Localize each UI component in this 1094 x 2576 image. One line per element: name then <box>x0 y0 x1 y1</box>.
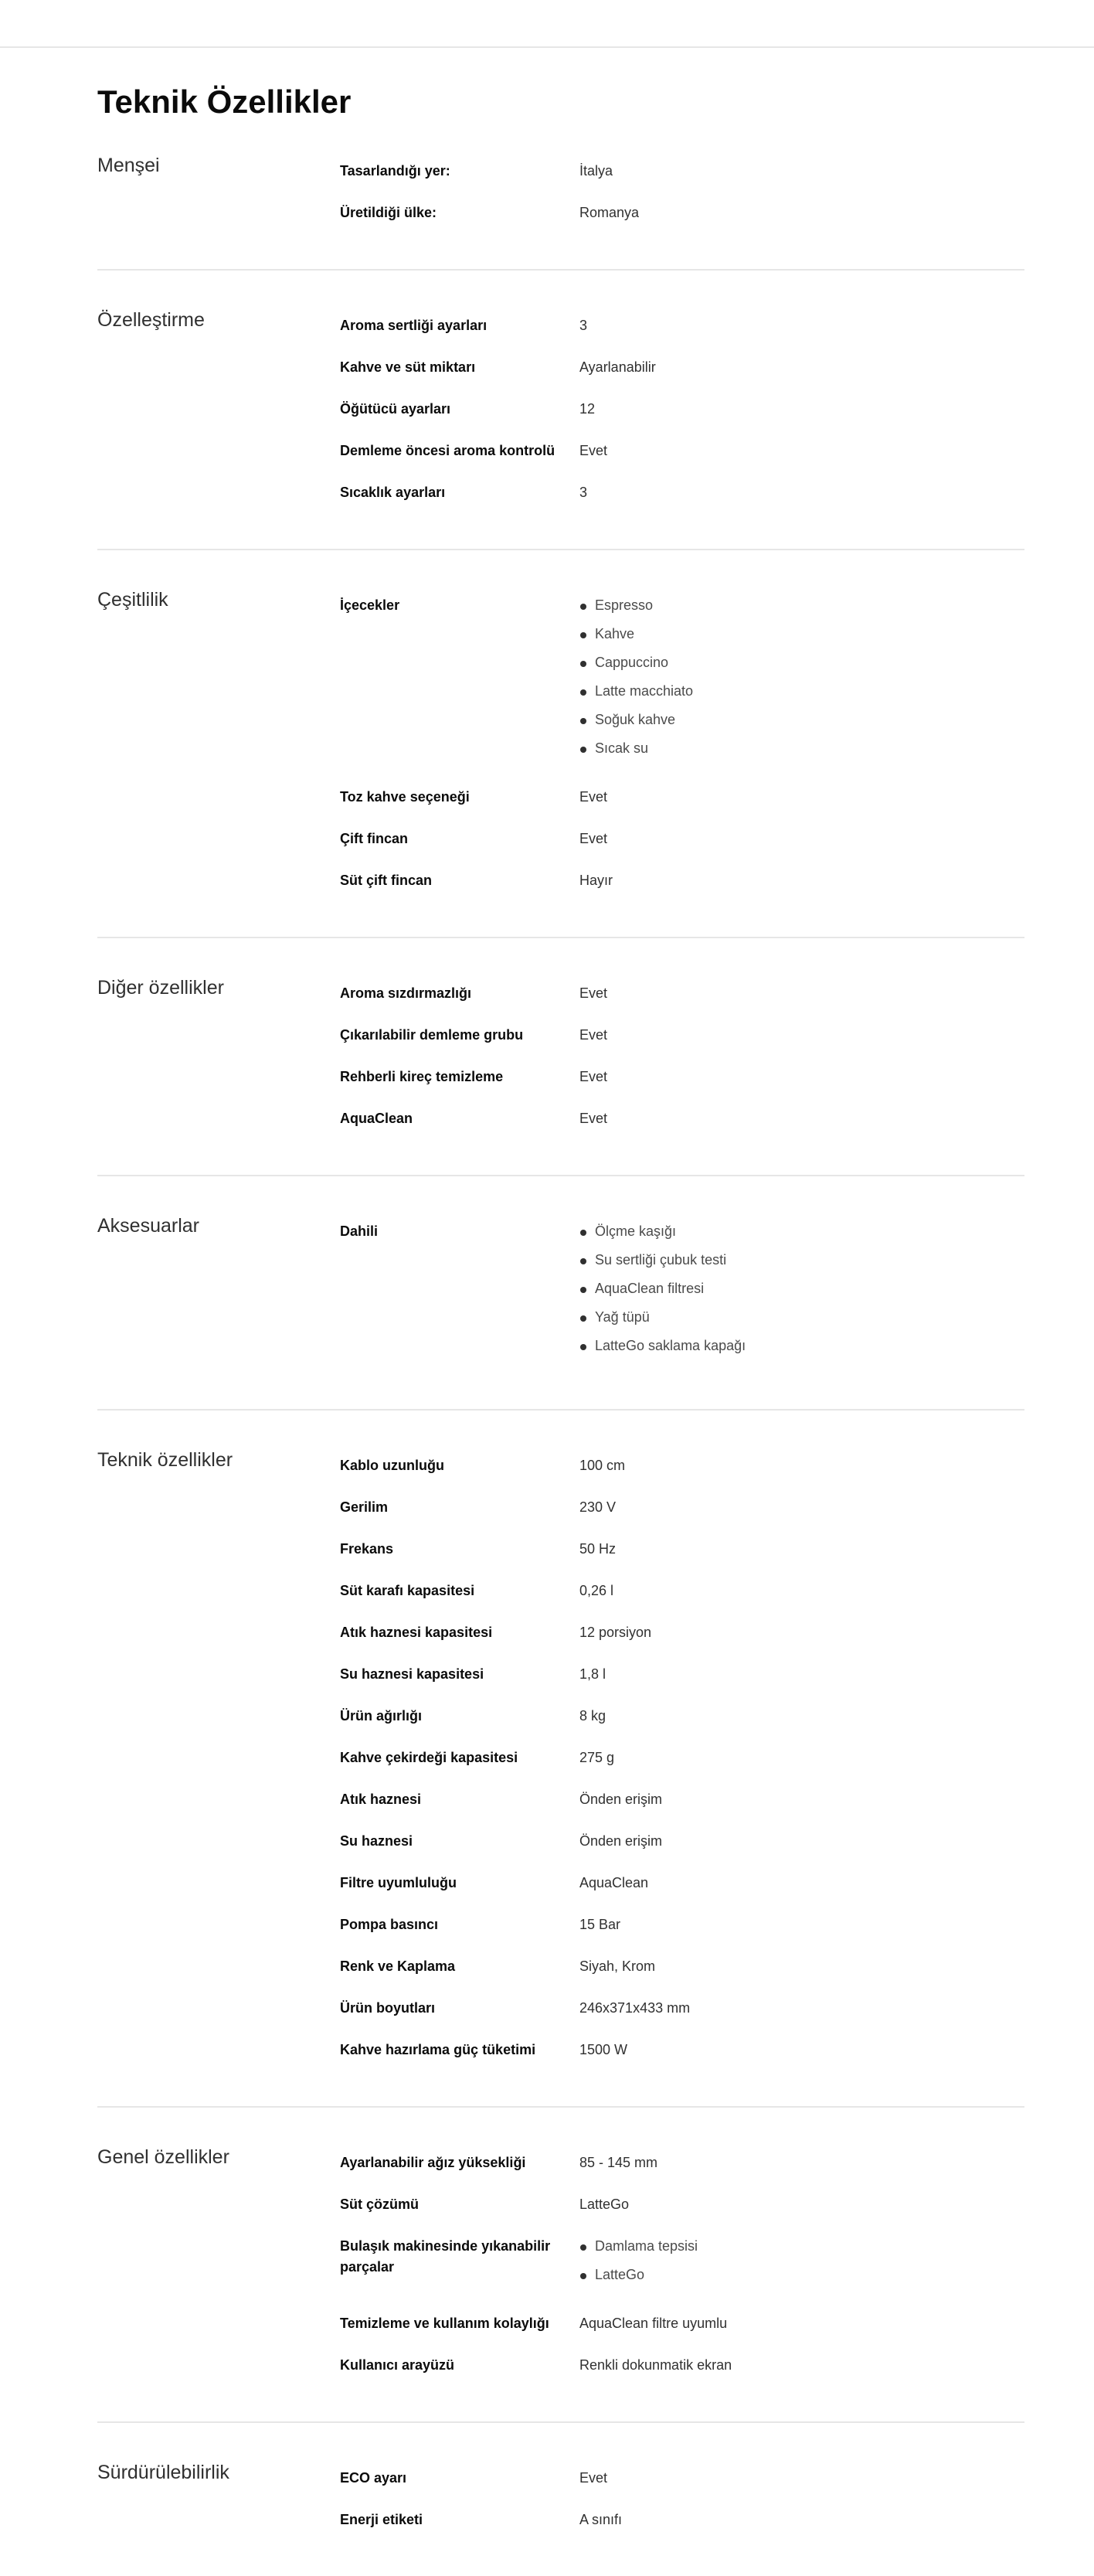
spec-value: AquaClean filtre uyumlu <box>579 2316 728 2331</box>
top-bar <box>0 0 1094 48</box>
section-heading: Sürdürülebilirlik <box>97 2462 229 2483</box>
spec-section <box>97 587 1024 938</box>
spec-row <box>340 434 1024 476</box>
spec-label: Aroma sertliği ayarları <box>340 318 488 333</box>
spec-value: LatteGo <box>579 2197 630 2212</box>
spec-row <box>340 1019 1024 1060</box>
spec-row <box>340 1060 1024 1102</box>
spec-label: Filtre uyumluluğu <box>340 1875 457 1890</box>
spec-label: Gerilim <box>340 1499 389 1515</box>
spec-row <box>340 1658 1024 1700</box>
spec-value: 15 Bar <box>579 1917 621 1932</box>
spec-row <box>340 1866 1024 1908</box>
spec-label: Sıcaklık ayarları <box>340 485 446 500</box>
section-heading: Menşei <box>97 155 160 176</box>
spec-label: Çıkarılabilir demleme grubu <box>340 1027 524 1043</box>
spec-label: Ayarlanabilir ağız yüksekliği <box>340 2155 526 2170</box>
spec-label: Atık haznesi kapasitesi <box>340 1625 493 1640</box>
spec-label: Ürün boyutları <box>340 2000 436 2016</box>
spec-value: AquaClean <box>579 1875 649 1890</box>
spec-row <box>340 1449 1024 1491</box>
list-item: Yağ tüpü <box>579 1303 1024 1332</box>
spec-value: 50 Hz <box>579 1541 617 1557</box>
spec-row <box>340 2033 1024 2075</box>
spec-label: Kablo uzunluğu <box>340 1458 444 1473</box>
spec-value: 3 <box>579 485 588 500</box>
spec-label: Su haznesi <box>340 1833 413 1849</box>
spec-label: Su haznesi kapasitesi <box>340 1666 484 1682</box>
spec-label: Aroma sızdırmazlığı <box>340 985 472 1001</box>
spec-row <box>340 196 1024 238</box>
spec-label: AquaClean <box>340 1111 413 1126</box>
spec-section <box>97 2460 1024 2576</box>
spec-row <box>340 1741 1024 1783</box>
spec-value-list <box>579 1221 1024 1364</box>
section-heading: Özelleştirme <box>97 309 205 331</box>
spec-value: 0,26 l <box>579 1583 614 1598</box>
list-item: Kahve <box>579 620 1024 648</box>
spec-row <box>340 393 1024 434</box>
spec-row <box>340 2146 1024 2188</box>
list-item: Soğuk kahve <box>579 706 1024 734</box>
spec-label: Kahve ve süt miktarı <box>340 359 476 375</box>
spec-sections <box>97 153 1024 2576</box>
spec-value: 8 kg <box>579 1708 606 1724</box>
list-item: AquaClean filtresi <box>579 1274 1024 1303</box>
list-item: Cappuccino <box>579 648 1024 677</box>
spec-label: İçecekler <box>340 597 400 613</box>
spec-row <box>340 2349 1024 2391</box>
spec-value: 275 g <box>579 1750 615 1765</box>
spec-section <box>97 1448 1024 2108</box>
spec-row <box>340 1825 1024 1866</box>
spec-value: Siyah, Krom <box>579 1958 656 1974</box>
spec-value: Hayır <box>579 873 613 888</box>
spec-section <box>97 2145 1024 2423</box>
list-item: Espresso <box>579 591 1024 620</box>
spec-rows <box>340 587 1024 906</box>
spec-label: Kahve çekirdeği kapasitesi <box>340 1750 518 1765</box>
spec-label: Süt karafı kapasitesi <box>340 1583 475 1598</box>
spec-value: Evet <box>579 831 608 846</box>
spec-row <box>340 1533 1024 1574</box>
bullet-list <box>579 591 1024 763</box>
spec-rows <box>340 308 1024 518</box>
spec-label: Frekans <box>340 1541 394 1557</box>
spec-rows <box>340 1213 1024 1378</box>
spec-label: Kahve hazırlama güç tüketimi <box>340 2042 536 2057</box>
spec-rows <box>340 2460 1024 2545</box>
spec-row <box>340 309 1024 351</box>
spec-row <box>340 2307 1024 2349</box>
spec-section <box>97 975 1024 1176</box>
spec-row <box>340 822 1024 864</box>
spec-rows <box>340 2145 1024 2391</box>
spec-value: Önden erişim <box>579 1792 663 1807</box>
spec-row <box>340 589 1024 781</box>
spec-value: 1500 W <box>579 2042 628 2057</box>
list-item: Ölçme kaşığı <box>579 1217 1024 1246</box>
section-heading: Genel özellikler <box>97 2146 229 2168</box>
page-title: Teknik Özellikler <box>97 83 352 120</box>
spec-row <box>340 2188 1024 2230</box>
spec-row <box>340 2230 1024 2307</box>
spec-value: Evet <box>579 1111 608 1126</box>
spec-label: Süt çift fincan <box>340 873 433 888</box>
section-heading: Diğer özellikler <box>97 977 224 999</box>
list-item: Damlama tepsisi <box>579 2232 1024 2261</box>
spec-label: Bulaşık makinesinde yıkanabilir parçalar <box>340 2238 551 2275</box>
list-item: LatteGo <box>579 2261 1024 2289</box>
spec-value: Renkli dokunmatik ekran <box>579 2357 732 2373</box>
spec-label: Toz kahve seçeneği <box>340 789 470 805</box>
section-heading: Teknik özellikler <box>97 1449 233 1471</box>
spec-row <box>340 1215 1024 1378</box>
spec-label: Üretildiği ülke: <box>340 205 437 220</box>
spec-value: Önden erişim <box>579 1833 663 1849</box>
spec-value: Romanya <box>579 205 640 220</box>
bullet-list <box>579 2232 1024 2289</box>
spec-label: ECO ayarı <box>340 2470 407 2486</box>
spec-row <box>340 1908 1024 1950</box>
spec-label: Rehberli kireç temizleme <box>340 1069 504 1084</box>
spec-row <box>340 351 1024 393</box>
spec-value: Ayarlanabilir <box>579 359 656 375</box>
spec-value: 3 <box>579 318 588 333</box>
spec-value: 12 porsiyon <box>579 1625 652 1640</box>
spec-label: Atık haznesi <box>340 1792 422 1807</box>
spec-value: 246x371x433 mm <box>579 2000 691 2016</box>
spec-value: 1,8 l <box>579 1666 606 1682</box>
spec-label: Renk ve Kaplama <box>340 1958 456 1974</box>
spec-row <box>340 1783 1024 1825</box>
section-heading: Çeşitlilik <box>97 589 168 611</box>
spec-row <box>340 977 1024 1019</box>
spec-value: İtalya <box>579 163 613 179</box>
spec-value: Evet <box>579 2470 608 2486</box>
list-item: Latte macchiato <box>579 677 1024 706</box>
spec-value: Evet <box>579 443 608 458</box>
spec-value: A sınıfı <box>579 2512 623 2527</box>
spec-row <box>340 1950 1024 1992</box>
spec-value: Evet <box>579 1027 608 1043</box>
spec-row <box>340 476 1024 518</box>
spec-value: Evet <box>579 789 608 805</box>
spec-row <box>340 1102 1024 1144</box>
spec-section <box>97 1213 1024 1411</box>
spec-value: 100 cm <box>579 1458 626 1473</box>
spec-value: 230 V <box>579 1499 617 1515</box>
spec-row <box>340 1700 1024 1741</box>
spec-row <box>340 155 1024 196</box>
spec-rows <box>340 153 1024 238</box>
spec-label: Tasarlandığı yer: <box>340 163 450 179</box>
bullet-list <box>579 1217 1024 1360</box>
spec-row <box>340 2462 1024 2503</box>
list-item: Sıcak su <box>579 734 1024 763</box>
spec-label: Öğütücü ayarları <box>340 401 451 417</box>
spec-row <box>340 1616 1024 1658</box>
spec-value: 12 <box>579 401 596 417</box>
spec-section <box>97 153 1024 271</box>
spec-value-list <box>579 2236 1024 2293</box>
spec-rows <box>340 1448 1024 2075</box>
list-item: Su sertliği çubuk testi <box>579 1246 1024 1274</box>
spec-label: Dahili <box>340 1223 379 1239</box>
spec-label: Ürün ağırlığı <box>340 1708 423 1724</box>
spec-rows <box>340 975 1024 1144</box>
spec-row <box>340 781 1024 822</box>
spec-label: Süt çözümü <box>340 2197 419 2212</box>
list-item: LatteGo saklama kapağı <box>579 1332 1024 1360</box>
spec-label: Temizleme ve kullanım kolaylığı <box>340 2316 549 2331</box>
spec-label: Demleme öncesi aroma kontrolü <box>340 443 555 458</box>
spec-row <box>340 2503 1024 2545</box>
spec-row <box>340 1574 1024 1616</box>
spec-value-list <box>579 595 1024 767</box>
spec-label: Enerji etiketi <box>340 2512 423 2527</box>
spec-value: Evet <box>579 1069 608 1084</box>
spec-row <box>340 1992 1024 2033</box>
spec-label: Çift fincan <box>340 831 408 846</box>
spec-row <box>340 1491 1024 1533</box>
spec-row <box>340 864 1024 906</box>
spec-label: Kullanıcı arayüzü <box>340 2357 455 2373</box>
section-heading: Aksesuarlar <box>97 1215 199 1237</box>
spec-value: Evet <box>579 985 608 1001</box>
spec-section <box>97 308 1024 550</box>
spec-value: 85 - 145 mm <box>579 2155 658 2170</box>
specs-page <box>97 46 1024 2576</box>
spec-label: Pompa basıncı <box>340 1917 439 1932</box>
